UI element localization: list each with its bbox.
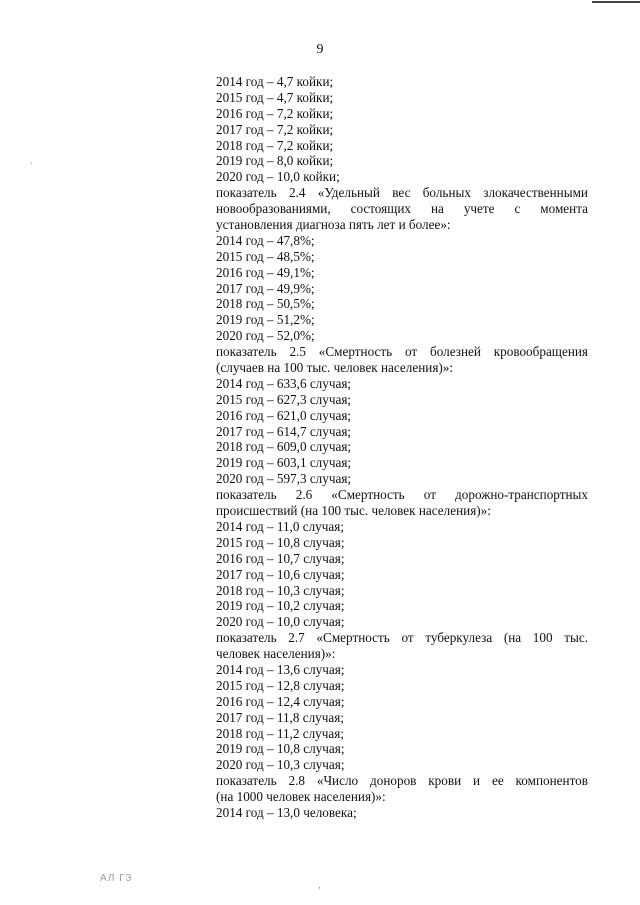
indicator-2-4-title: показатель 2.4 «Удельный вес больных злокачественными [216,185,588,201]
list-item: 2017 год – 49,9%; [216,280,315,296]
footer-code: АЛ ГЗ [100,873,133,884]
list-item: 2016 год – 10,7 случая; [216,550,345,566]
list-item: 2014 год – 47,8%; [216,232,315,248]
list-item: 2016 год – 621,0 случая; [216,407,352,423]
indicator-2-4-title: установления диагноза пять лет и более»: [216,217,451,233]
top-edge-rule [592,1,640,3]
list-item: 2018 год – 7,2 койки; [216,137,334,153]
document-body [216,74,588,821]
indicator-2-4-title: новообразованиями, состоящих на учете с момента [216,201,588,217]
list-item: 2014 год – 4,7 койки; [216,74,334,89]
indicator-2-6-title: происшествий (на 100 тыс. человек населения)»: [216,503,491,519]
list-item: 2019 год – 51,2%; [216,312,315,328]
list-item: 2020 год – 10,3 случая; [216,757,345,773]
list-item: 2020 год – 10,0 случая; [216,614,345,630]
indicator-2-6-title: показатель 2.6 «Смертность от дорожно-транспортных [216,487,588,503]
list-item: 2019 год – 603,1 случая; [216,455,352,471]
list-item: 2018 год – 10,3 случая; [216,582,345,598]
list-item: 2014 год – 13,0 человека; [216,804,357,820]
list-item: 2015 год – 10,8 случая; [216,534,345,550]
indicator-2-5-title: (случаев на 100 тыс. человек населения)»: [216,360,454,376]
list-item: 2015 год – 4,7 койки; [216,89,334,105]
list-item: 2020 год – 52,0%; [216,328,315,344]
indicator-2-5-title: показатель 2.5 «Смертность от болезней кровообращения [216,344,588,360]
scan-speck: , [318,880,321,891]
list-item: 2020 год – 10,0 койки; [216,169,340,185]
list-item: 2020 год – 597,3 случая; [216,471,352,487]
list-item: 2018 год – 11,2 случая; [216,725,344,741]
indicator-2-8-title: (на 1000 человек населения)»: [216,789,386,805]
list-item: 2018 год – 609,0 случая; [216,439,352,455]
list-item: 2016 год – 12,4 случая; [216,693,345,709]
list-item: 2014 год – 11,0 случая; [216,518,344,534]
list-item: 2017 год – 7,2 койки; [216,121,334,137]
list-item: 2019 год – 10,2 случая; [216,598,345,614]
list-item: 2015 год – 627,3 случая; [216,391,352,407]
list-item: 2019 год – 10,8 случая; [216,741,345,757]
list-item: 2017 год – 614,7 случая; [216,423,352,439]
list-item: 2014 год – 633,6 случая; [216,375,352,391]
scan-speck: · [30,158,34,169]
indicator-2-7-title: человек населения)»: [216,646,336,662]
indicator-2-8-title: показатель 2.8 «Число доноров крови и ее компонентов [216,773,588,789]
list-item: 2016 год – 49,1%; [216,264,315,280]
list-item: 2017 год – 11,8 случая; [216,709,344,725]
list-item: 2015 год – 12,8 случая; [216,677,345,693]
list-item: 2019 год – 8,0 койки; [216,153,334,169]
list-item: 2017 год – 10,6 случая; [216,566,345,582]
indicator-2-7-title: показатель 2.7 «Смертность от туберкулеза (на 100 тыс. [216,630,588,646]
list-item: 2014 год – 13,6 случая; [216,661,345,677]
list-item: 2018 год – 50,5%; [216,296,315,312]
list-item: 2016 год – 7,2 койки; [216,105,334,121]
page-number: 9 [316,42,324,57]
list-item: 2015 год – 48,5%; [216,248,315,264]
